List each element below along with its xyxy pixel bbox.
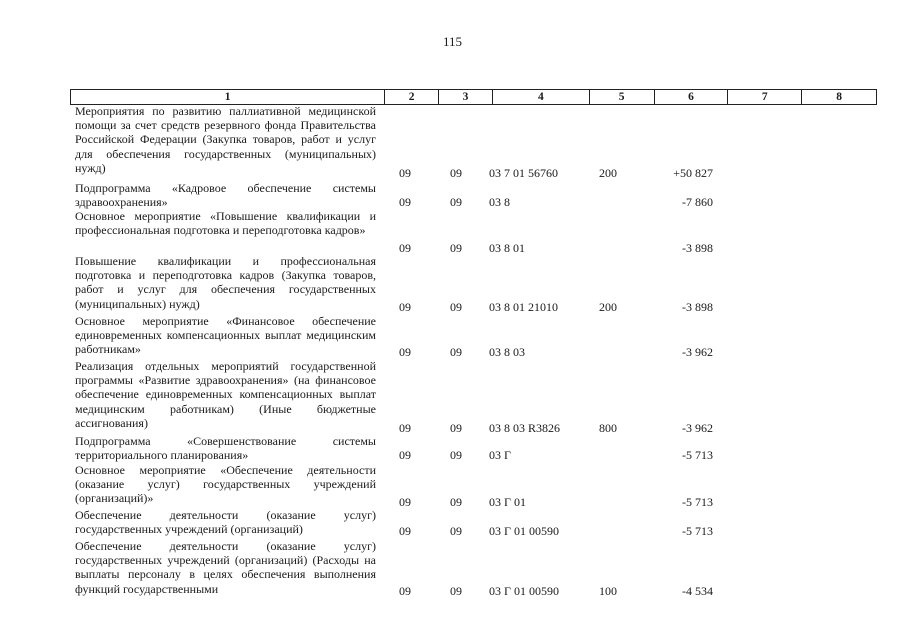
table-header — [70, 89, 877, 105]
row-subsection: 09 — [450, 300, 462, 314]
row-description: Основное мероприятие «Финансовое обеспечение единовременных компенсационных выплат медицинским работникам» — [75, 314, 376, 357]
row-target-code: 03 Г 01 — [489, 495, 526, 509]
row-target-code: 03 8 01 21010 — [489, 300, 558, 314]
row-description: Мероприятия по развитию паллиативной медицинской помощи за счет средств резервного фонда Правительства Российской Федерации (Закупка товаров, работ и услуг для обеспечения государственных (муниципальных) нужд) — [75, 104, 376, 175]
row-section: 09 — [399, 584, 411, 598]
row-subsection: 09 — [450, 495, 462, 509]
row-amount: -3 962 — [682, 345, 713, 359]
row-subsection: 09 — [450, 448, 462, 462]
row-section: 09 — [399, 448, 411, 462]
column-header-3: 3 — [439, 90, 493, 104]
row-target-code: 03 Г — [489, 448, 511, 462]
row-amount: -5 713 — [682, 524, 713, 538]
row-target-code: 03 7 01 56760 — [489, 166, 558, 180]
row-description: Реализация отдельных мероприятий государственной программы «Развитие здравоохранения» (на финансовое обеспечение единовременных компенсационных выплат медицинским работникам) (Иные бюджетные ассигнования) — [75, 359, 376, 430]
row-section: 09 — [399, 495, 411, 509]
row-amount: -4 534 — [682, 584, 713, 598]
row-subsection: 09 — [450, 421, 462, 435]
row-target-code: 03 8 — [489, 195, 510, 209]
page-number: 115 — [442, 34, 463, 49]
row-description: Подпрограмма «Совершенствование системы территориального планирования» — [75, 434, 376, 463]
row-section: 09 — [399, 345, 411, 359]
row-expense-type: 100 — [599, 584, 617, 598]
row-subsection: 09 — [450, 345, 462, 359]
row-section: 09 — [399, 166, 411, 180]
row-expense-type: 200 — [599, 300, 617, 314]
row-amount: -3 898 — [682, 241, 713, 255]
row-expense-type: 200 — [599, 166, 617, 180]
column-header-7: 7 — [728, 90, 802, 104]
row-subsection: 09 — [450, 524, 462, 538]
row-amount: -5 713 — [682, 448, 713, 462]
row-section: 09 — [399, 195, 411, 209]
row-description: Подпрограмма «Кадровое обеспечение системы здравоохранения» — [75, 181, 376, 210]
column-header-8: 8 — [836, 91, 842, 103]
column-header-2: 2 — [385, 90, 439, 104]
row-subsection: 09 — [450, 241, 462, 255]
row-expense-type: 800 — [599, 421, 617, 435]
row-target-code: 03 8 03 R3826 — [489, 421, 561, 435]
row-target-code: 03 Г 01 00590 — [489, 524, 559, 538]
column-header-5: 5 — [590, 90, 655, 104]
row-target-code: 03 8 01 — [489, 241, 525, 255]
row-amount: -7 860 — [682, 195, 713, 209]
column-header-6: 6 — [655, 90, 729, 104]
row-section: 09 — [399, 421, 411, 435]
row-subsection: 09 — [450, 584, 462, 598]
row-description: Основное мероприятие «Повышение квалификации и профессиональная подготовка и переподготовка кадров» — [75, 209, 376, 238]
row-section: 09 — [399, 241, 411, 255]
row-amount: -3 898 — [682, 300, 713, 314]
row-amount: +50 827 — [673, 166, 713, 180]
row-description: Повышение квалификации и профессиональная подготовка и переподготовка кадров (Закупка товаров, работ и услуг для обеспечения государственных (муниципальных) нужд) — [75, 254, 376, 311]
row-description: Обеспечение деятельности (оказание услуг) государственных учреждений (организаций) (Расходы на выплаты персоналу в целях обеспечения выполнения функций государственными — [75, 539, 376, 596]
row-subsection: 09 — [450, 166, 462, 180]
row-target-code: 03 8 03 — [489, 345, 525, 359]
column-header-1: 1 — [71, 90, 385, 104]
row-target-code: 03 Г 01 00590 — [489, 584, 559, 598]
row-description: Основное мероприятие «Обеспечение деятельности (оказание услуг) государственных учреждений (организаций)» — [75, 463, 376, 506]
column-header-4: 4 — [493, 90, 590, 104]
row-subsection: 09 — [450, 195, 462, 209]
row-section: 09 — [399, 524, 411, 538]
row-amount: -5 713 — [682, 495, 713, 509]
row-section: 09 — [399, 300, 411, 314]
row-description: Обеспечение деятельности (оказание услуг) государственных учреждений (организаций) — [75, 508, 376, 537]
row-amount: -3 962 — [682, 421, 713, 435]
